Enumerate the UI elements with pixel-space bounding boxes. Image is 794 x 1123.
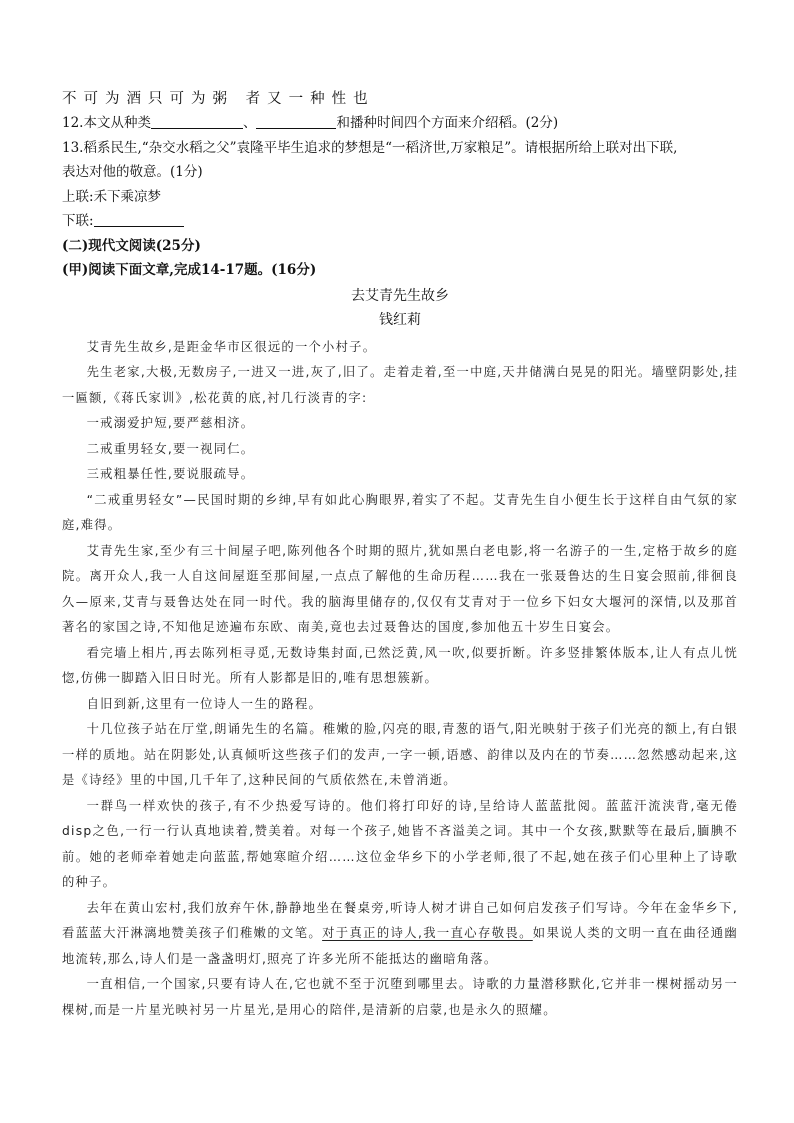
lower-couplet bbox=[62, 209, 738, 234]
question-13 bbox=[62, 136, 738, 185]
paragraph: 自旧到新,这里有一位诗人一生的路程。 bbox=[86, 696, 323, 711]
paragraph: 一戒溺爱护短,要严慈相济。 bbox=[86, 416, 255, 430]
section-heading: (二)现代文阅读(25分) bbox=[62, 237, 201, 254]
upper-couplet bbox=[62, 185, 738, 210]
q12-separator: 、 bbox=[242, 115, 257, 131]
paragraph: 看完墙上相片,再去陈列柜寻觅,无数诗集封面,已然泛黄,风一吹,似要折断。许多竖排繁体版本,让人有点儿恍惚,仿佛一脚踏入旧日时光。所有人影都是旧的,唯有思想簇新。 bbox=[62, 645, 738, 685]
q12-prefix: 12.本文从种类 bbox=[62, 115, 151, 131]
paragraph: 十几位孩子站在厅堂,朗诵先生的名篇。稚嫩的脸,闪亮的眼,青葱的语气,阳光映射于孩子们光亮的额上,有白银一样的质地。站在阴影处,认真倾听这些孩子们的发声,一字一顿,语感、韵律以及内在的节奏……忽然感动起来,这是《诗经》里的中国,几千年了,这种民间的气质依然在,未曾消逝。 bbox=[62, 722, 738, 787]
paragraph: 二戒重男轻女,要一视同仁。 bbox=[86, 441, 255, 456]
article-title: 去艾青先生故乡 bbox=[351, 287, 449, 304]
document-page bbox=[62, 86, 738, 1023]
q12-suffix: 和播种时间四个方面来介绍稻。(2分) bbox=[336, 115, 559, 131]
q13-line1: 13.稻系民生,“杂交水稻之父”袁隆平毕生追求的梦想是“一稻济世,万家粮足”。请根据所给上联对出下联, bbox=[62, 139, 678, 156]
upper-couplet-text: 禾下乘凉梦 bbox=[93, 188, 162, 205]
paragraph: “二戒重男轻女”—民国时期的乡绅,早有如此心胸眼界,着实了不起。艾青先生自小便生长于这样自由气氛的家庭,难得。 bbox=[62, 492, 738, 532]
upper-couplet-label: 上联: bbox=[62, 188, 94, 205]
underlined-sentence: 对于真正的诗人,我一直心存敬畏。 bbox=[322, 926, 533, 940]
paragraph: 一直相信,一个国家,只要有诗人在,它也就不至于沉堕到哪里去。诗歌的力量潜移默化,它并非一棵树摇动另一棵树,而是一片星光映衬另一片星光,是用心的陪伴,是清新的启蒙,也是永久的照耀。 bbox=[62, 977, 738, 1017]
q13-line2: 表达对他的敬意。(1分) bbox=[62, 164, 203, 180]
paragraph: 三戒粗暴任性,要说服疏导。 bbox=[86, 467, 255, 481]
paragraph: 一群鸟一样欢快的孩子,有不少热爱写诗的。他们将打印好的诗,呈给诗人蓝蓝批阅。蓝蓝汗流浃背,毫无倦disp之色,一行一行认真地读着,赞美着。对每一个孩子,她皆不吝溢美之词。其中一个女孩,默默等在最后,腼腆不前。她的老师牵着她走向蓝蓝,帮她寒暄介绍……这位金华乡下的小学老师,很了不起,她在孩子们心里种上了诗歌的种子。 bbox=[62, 798, 738, 889]
classical-chinese-sentence: 不可为酒只可为粥 者又一种性也 bbox=[62, 91, 375, 107]
q12-blank-1[interactable] bbox=[151, 113, 243, 129]
paragraph-text: 如果说人类的文明一直在曲径通幽地流转,那么,诗人们是一盏盏明灯,照亮了许多光所不能抵达的幽暗角落。 bbox=[62, 926, 738, 966]
paragraph: 艾青先生家,至少有三十间屋子吧,陈列他各个时期的照片,犹如黑白老电影,将一名游子的一生,定格于故乡的庭院。离开众人,我一人自这间屋逛至那间屋,一点点了解他的生命历程……我在一张聂鲁达的生日宴会照前,徘徊良久—原来,艾青与聂鲁达处在同一时代。我的脑海里储存的,仅仅有艾青对于一位乡下妇女大堰河的深情,以及那首著名的家国之诗,不知他足迹遍布东欧、南美,竟也去过聂鲁达的国度,参加他五十岁生日宴会。 bbox=[62, 543, 738, 634]
paragraph: 先生老家,大极,无数房子,一进又一进,灰了,旧了。走着走着,至一中庭,天井储满白晃晃的阳光。墙壁阴影处,挂一匾额,《蒋氏家训》,松花黄的底,衬几行淡青的字: bbox=[62, 365, 738, 405]
lower-couplet-label: 下联: bbox=[62, 213, 94, 229]
paragraph bbox=[62, 896, 738, 973]
sub-heading: (甲)阅读下面文章,完成14-17题。(16分) bbox=[62, 262, 317, 278]
lower-couplet-blank[interactable] bbox=[94, 211, 184, 227]
question-12 bbox=[62, 111, 738, 136]
article-author: 钱红莉 bbox=[379, 312, 421, 328]
article-body bbox=[62, 335, 738, 1024]
paragraph: 艾青先生故乡,是距金华市区很远的一个小村子。 bbox=[86, 339, 377, 354]
paragraph-text: 去年在黄山宏村,我们放弃午休,静静地坐在餐桌旁,听诗人树才讲自己如何启发孩子们写诗。今年在金华乡下,看蓝蓝大汗淋漓地赞美孩子们稚嫩的文笔。 bbox=[62, 900, 738, 940]
q12-blank-2[interactable] bbox=[256, 113, 336, 129]
